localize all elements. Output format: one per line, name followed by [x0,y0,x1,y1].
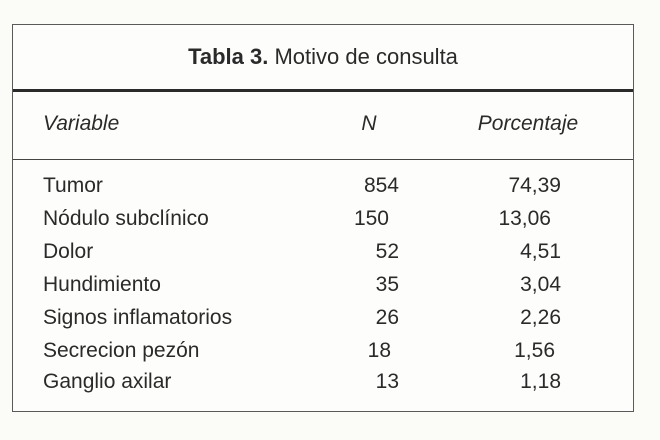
table-row [13,171,633,201]
row-percentage: 13,06 [498,207,551,230]
row-variable: Signos inflamatorios [43,306,233,329]
header-n: N [361,112,377,135]
table-header-row [13,109,633,139]
table-caption-label: Tabla 3. [188,44,269,69]
row-percentage: 1,18 [520,370,561,393]
row-variable: Tumor [43,174,103,197]
row-n: 854 [363,174,399,197]
row-variable: Secrecion pezón [43,339,200,362]
row-percentage: 4,51 [520,240,561,263]
row-n: 13 [375,370,399,393]
row-percentage: 2,26 [520,306,561,329]
table-caption-title: Motivo de consulta [274,44,458,69]
row-n: 150 [353,207,389,230]
table-row [13,336,633,366]
row-variable: Dolor [43,240,94,263]
table-row [13,303,633,333]
row-variable: Ganglio axilar [43,370,172,393]
row-percentage: 74,39 [508,174,561,197]
row-variable: Nódulo subclínico [43,207,209,230]
row-n: 18 [367,339,391,362]
row-percentage: 3,04 [520,273,561,296]
row-variable: Hundimiento [43,273,161,296]
table-row [13,367,633,397]
top-rule-divider [13,89,633,92]
table-row [13,237,633,267]
table-caption [13,43,633,71]
header-rule-divider [13,159,633,160]
table-frame [12,24,634,412]
header-percentage: Porcentaje [477,112,579,135]
row-n: 26 [375,306,399,329]
row-percentage: 1,56 [514,339,555,362]
table-row [13,204,633,234]
table-row [13,270,633,300]
row-n: 35 [375,273,399,296]
header-variable: Variable [43,112,120,135]
row-n: 52 [375,240,399,263]
